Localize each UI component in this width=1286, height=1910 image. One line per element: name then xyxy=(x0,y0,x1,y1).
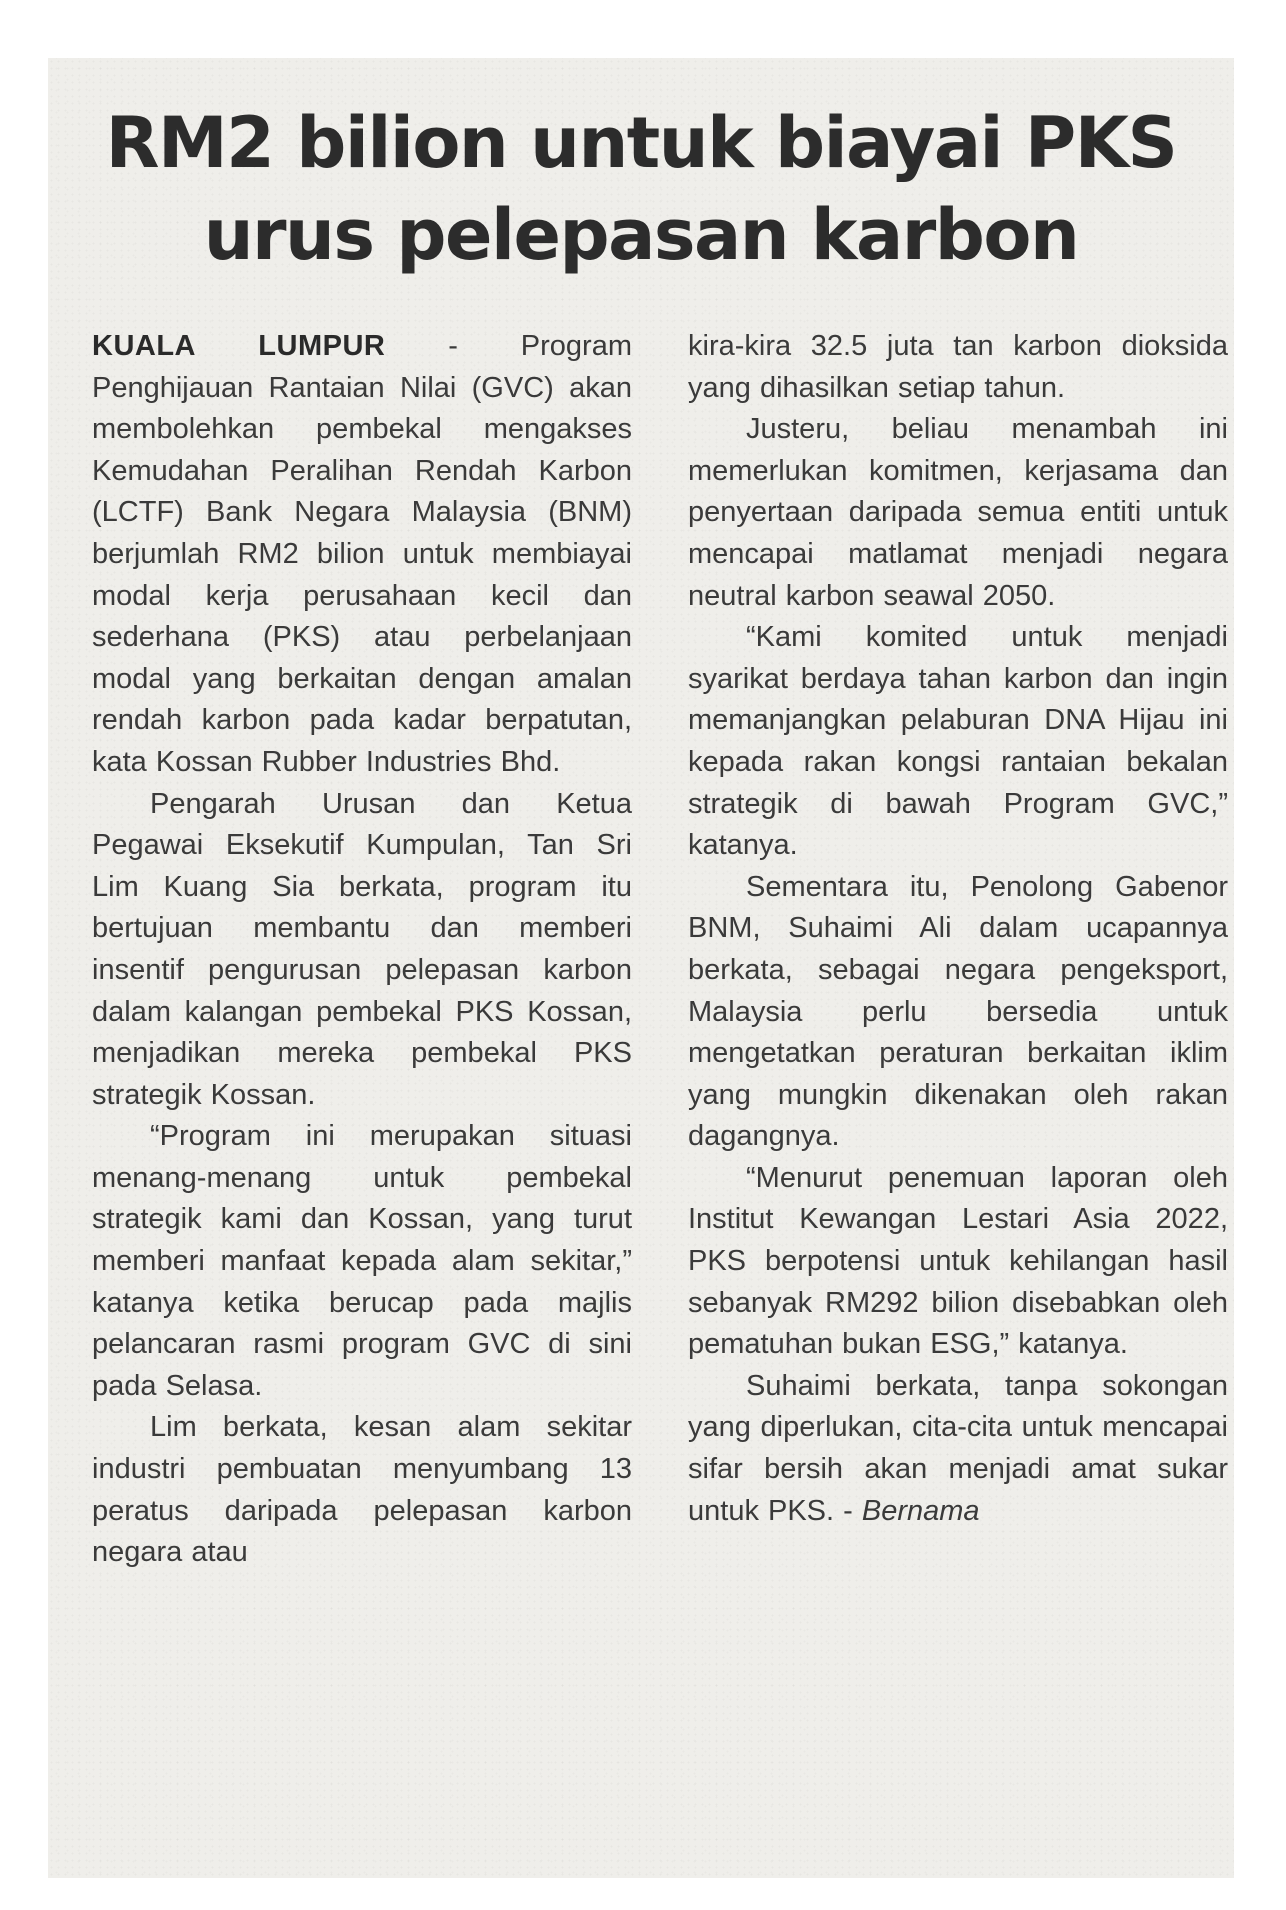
article-column-left xyxy=(92,326,632,1574)
article-paragraph-7: “Kami komited untuk menjadi syarikat berdaya tahan karbon dan ingin memanjangkan pelaburan DNA Hijau ini kepada rakan kongsi rantaian bekalan strategik di bawah Program GVC,” katanya. xyxy=(688,621,1228,862)
article-paragraph-1 xyxy=(92,326,632,784)
article-paragraph-10-text: Suhaimi berkata, tanpa sokongan yang diperlukan, cita-cita untuk mencapai sifar bersih akan menjadi amat sukar untuk PKS. - xyxy=(688,1369,1228,1527)
article-paragraph-1-text: - Program Penghijauan Rantaian Nilai (GVC) akan membolehkan pembekal mengakses Kemudahan Peralihan Rendah Karbon (LCTF) Bank Negara Malaysia (BNM) berjumlah RM2 bilion untuk membiayai modal kerja perusahaan kecil dan sederhana (PKS) atau perbelanjaan modal yang berkaitan dengan amalan rendah karbon pada kadar berpatutan, kata Kossan Rubber Industries Bhd. xyxy=(92,330,632,778)
article-paragraph-4: Lim berkata, kesan alam sekitar industri pembuatan menyumbang 13 peratus daripada pelepasan karbon negara atau xyxy=(92,1411,632,1569)
headline-line-2: urus pelepasan karbon xyxy=(203,194,1079,276)
article-column-right xyxy=(688,326,1228,1532)
article-paragraph-10 xyxy=(688,1366,1228,1532)
dateline: KUALA LUMPUR xyxy=(92,330,386,362)
article-paragraph-9: “Menurut penemuan laporan oleh Institut Kewangan Lestari Asia 2022, PKS berpotensi untuk kehilangan hasil sebanyak RM292 bilion disebabkan oleh pematuhan bukan ESG,” katanya. xyxy=(688,1161,1228,1361)
headline-line-1: RM2 bilion untuk biayai PKS xyxy=(105,102,1177,184)
byline-credit: Bernama xyxy=(861,1494,980,1527)
article-paragraph-2: Pengarah Urusan dan Ketua Pegawai Eksekutif Kumpulan, Tan Sri Lim Kuang Sia berkata, program itu bertujuan membantu dan memberi insentif pengurusan pelepasan karbon dalam kalangan pembekal PKS Kossan, menjadikan mereka pembekal PKS strategik Kossan. xyxy=(92,787,632,1111)
article-paragraph-8: Sementara itu, Penolong Gabenor BNM, Suhaimi Ali dalam ucapannya berkata, sebagai negara pengeksport, Malaysia perlu bersedia untuk mengetatkan peraturan berkaitan iklim yang mungkin dikenakan oleh rakan dagangnya. xyxy=(688,870,1228,1153)
article-paragraph-3: “Program ini merupakan situasi menang-menang untuk pembekal strategik kami dan Kossan, yang turut memberi manfaat kepada alam sekitar,” katanya ketika berucap pada majlis pelancaran rasmi program GVC di sini pada Selasa. xyxy=(92,1120,632,1402)
newspaper-clipping xyxy=(48,58,1234,1878)
article-paragraph-6: Justeru, beliau menambah ini memerlukan komitmen, kerjasama dan penyertaan daripada semua entiti untuk mencapai matlamat menjadi negara neutral karbon seawal 2050. xyxy=(688,413,1228,612)
article-paragraph-5: kira-kira 32.5 juta tan karbon dioksida yang dihasilkan setiap tahun. xyxy=(688,330,1228,404)
